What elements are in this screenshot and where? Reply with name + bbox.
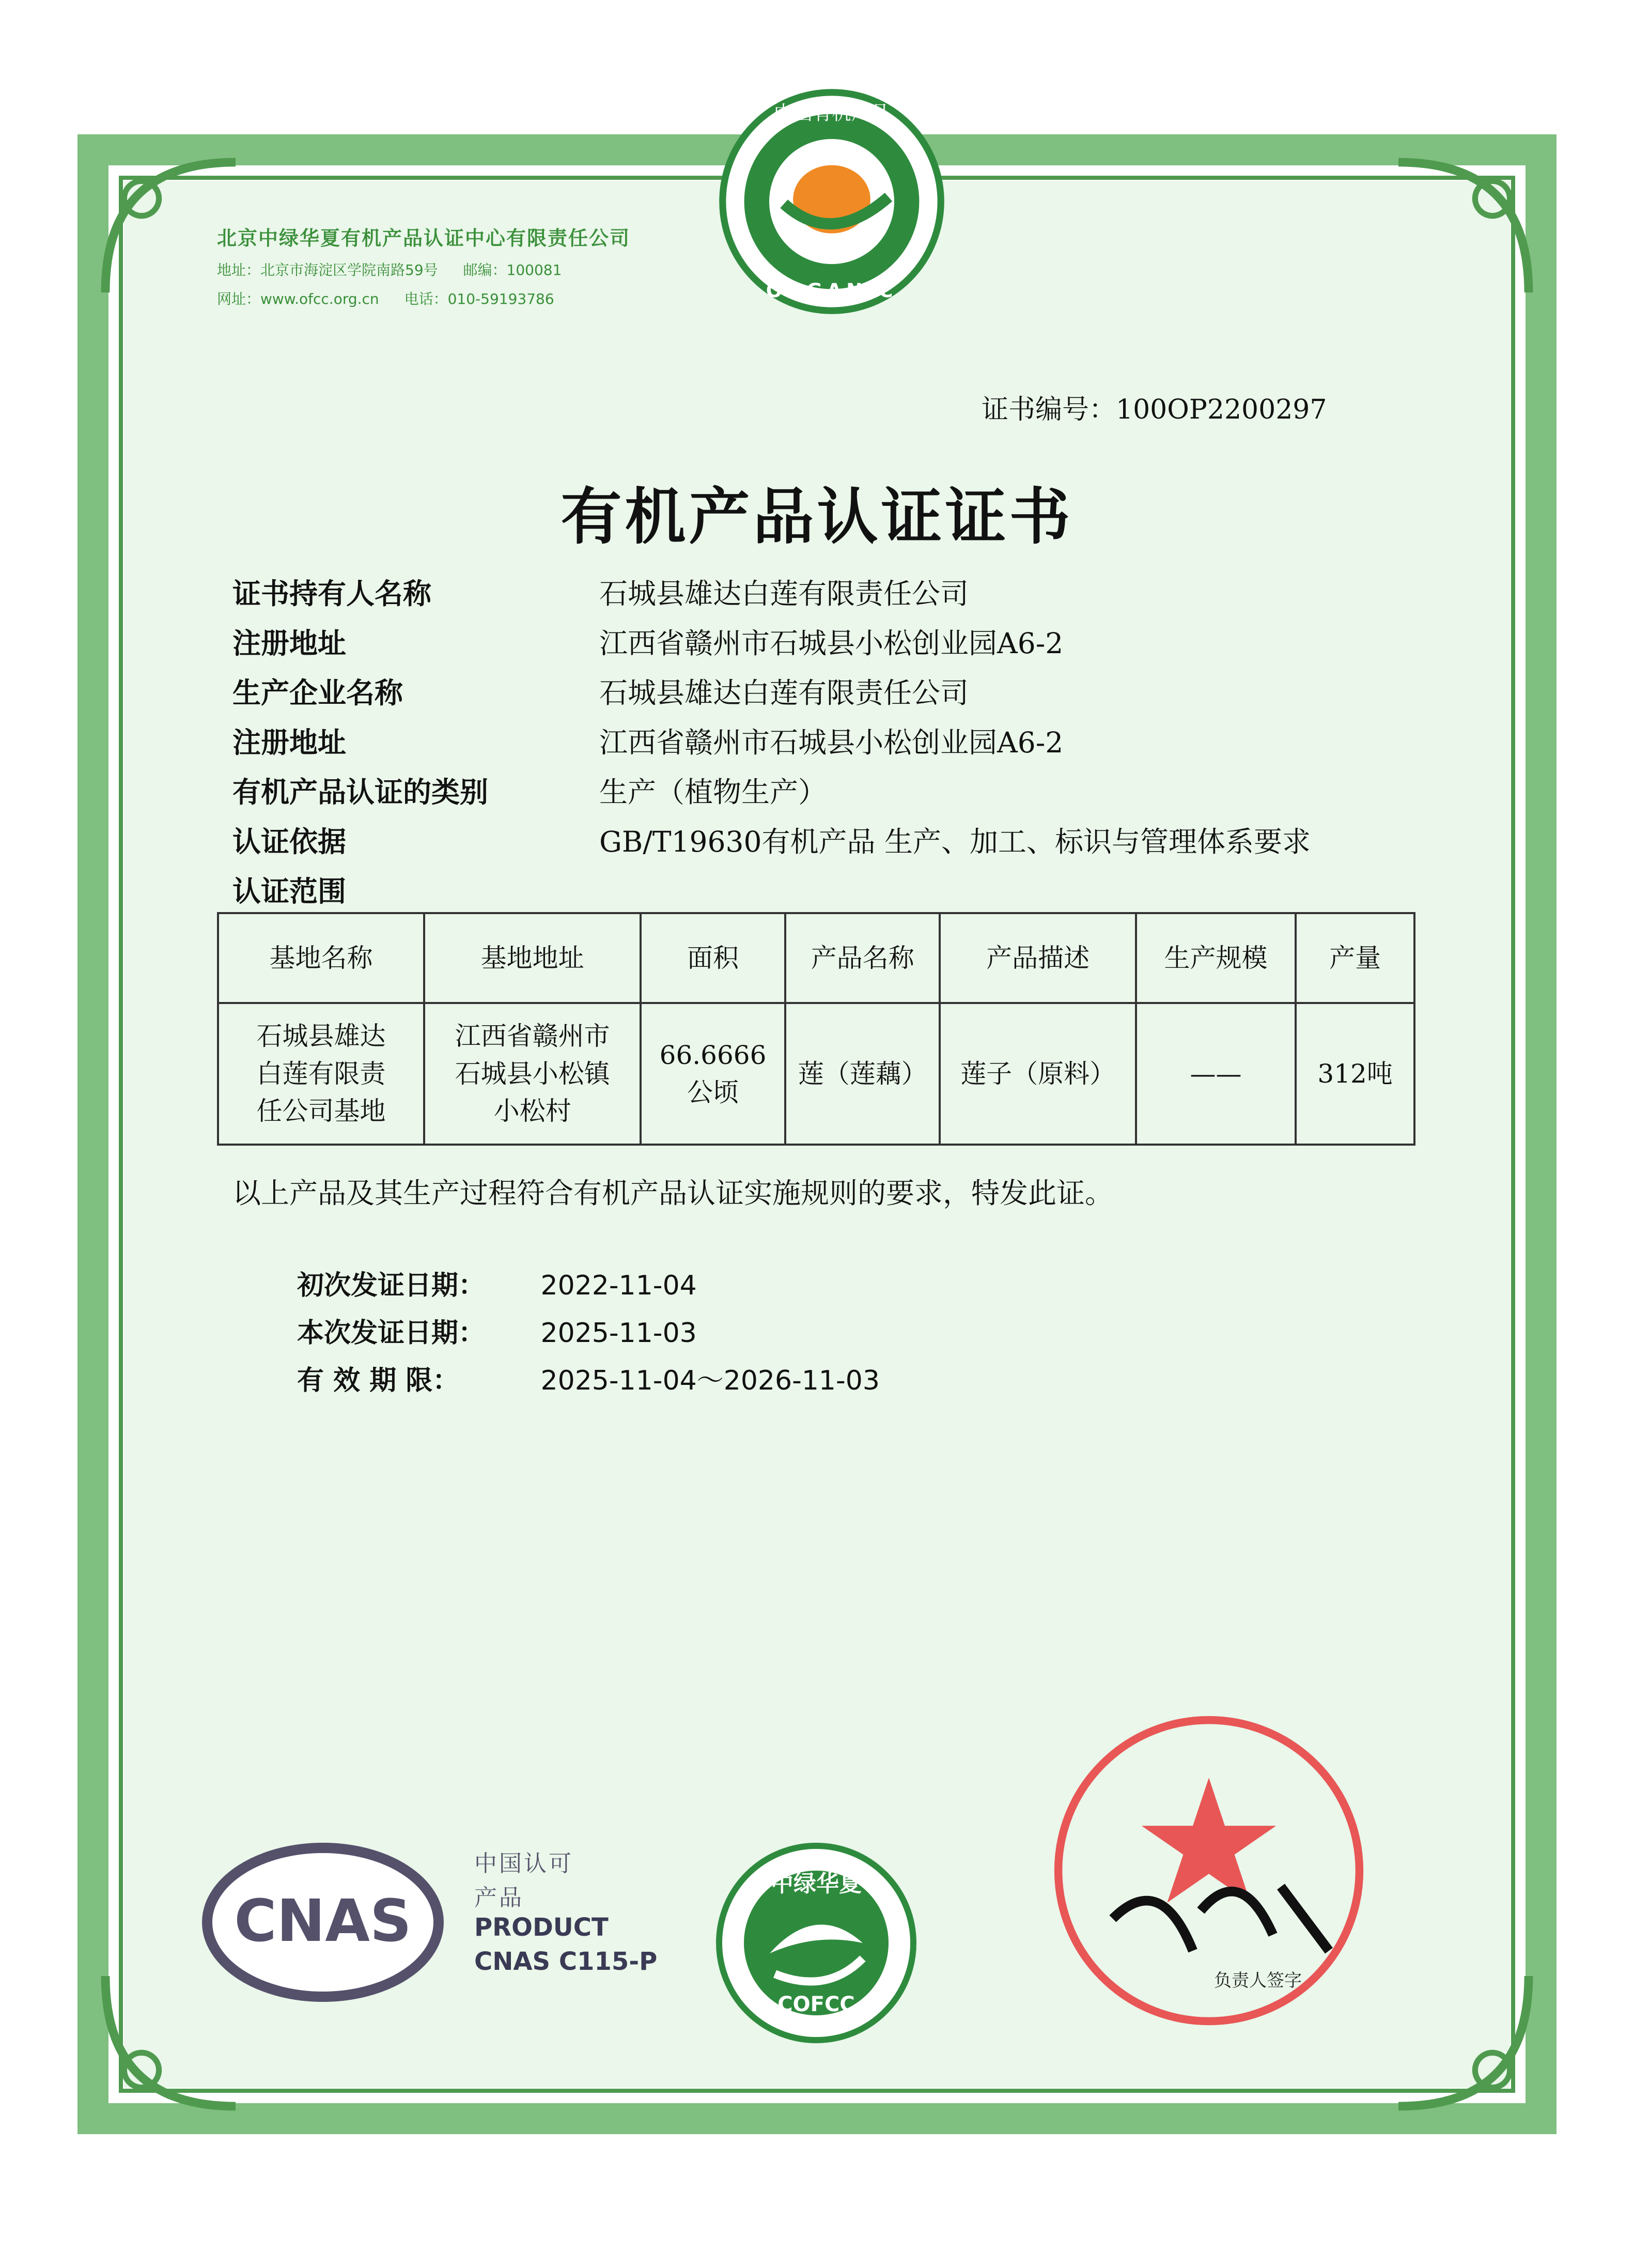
organic-logo-bottom-text: ORGANIC bbox=[766, 279, 898, 302]
corner-ornament-icon bbox=[1391, 155, 1536, 300]
field-label: 注册地址 bbox=[232, 627, 347, 660]
certificate-number: 证书编号：100OP2200297 bbox=[982, 394, 1327, 425]
column-header: 基地地址 bbox=[424, 913, 641, 1003]
table-row bbox=[218, 1003, 1414, 1145]
cofcc-logo-bottom-text: COFCC bbox=[777, 1993, 855, 2016]
cnas-line: CNAS C115-P bbox=[474, 1947, 658, 1976]
signature-label: 负责人签字 bbox=[1214, 1970, 1302, 1991]
field-value: 江西省赣州市石城县小松创业园A6-2 bbox=[599, 726, 1064, 759]
issuer-address-line bbox=[217, 259, 630, 280]
column-header: 产量 bbox=[1296, 913, 1414, 1003]
cnas-line: 中国认可 bbox=[474, 1850, 573, 1877]
field-value: 生产（植物生产） bbox=[599, 776, 827, 809]
field-value: 石城县雄达白莲有限责任公司 bbox=[599, 577, 969, 610]
column-header: 基地名称 bbox=[218, 913, 424, 1003]
table-cell: 66.6666 公顷 bbox=[641, 1003, 785, 1145]
date-value: 2025-11-03 bbox=[540, 1318, 697, 1349]
cofcc-logo bbox=[713, 1840, 920, 2046]
table-cell: 石城县雄达 白莲有限责 任公司基地 bbox=[218, 1003, 424, 1145]
cnas-line: 产品 bbox=[474, 1885, 524, 1911]
table-cell: 312吨 bbox=[1296, 1003, 1414, 1145]
table-header-row bbox=[218, 913, 1414, 1003]
field-label: 证书持有人名称 bbox=[232, 577, 432, 610]
field-label: 生产企业名称 bbox=[232, 676, 403, 709]
issuer-address: 地址：北京市海淀区学院南路59号 bbox=[217, 261, 438, 279]
date-value: 2022-11-04 bbox=[540, 1270, 697, 1301]
issuer-website: 网址：www.ofcc.org.cn bbox=[217, 290, 379, 307]
certificate-title: 有机产品认证证书 bbox=[561, 481, 1073, 552]
field-value: 石城县雄达白莲有限责任公司 bbox=[599, 676, 969, 709]
column-header: 产品名称 bbox=[785, 913, 940, 1003]
date-current-issue bbox=[297, 1311, 880, 1359]
table-cell: 江西省赣州市 石城县小松镇 小松村 bbox=[424, 1003, 641, 1145]
field-value: GB/T19630有机产品 生产、加工、标识与管理体系要求 bbox=[599, 825, 1311, 858]
field-label: 有机产品认证的类别 bbox=[232, 776, 489, 809]
table-cell: —— bbox=[1136, 1003, 1296, 1145]
organic-product-logo bbox=[718, 88, 945, 315]
field-label: 认证范围 bbox=[232, 875, 347, 908]
date-validity bbox=[297, 1359, 880, 1406]
cnas-logo bbox=[199, 1840, 447, 2005]
field-label: 注册地址 bbox=[232, 726, 347, 759]
field-label: 认证依据 bbox=[232, 825, 347, 858]
cnas-line: PRODUCT bbox=[474, 1913, 609, 1942]
cofcc-logo-top-text: 中绿华夏 bbox=[771, 1871, 862, 1897]
date-label: 本次发证日期： bbox=[297, 1318, 486, 1349]
scope-table bbox=[217, 912, 1415, 1146]
column-header: 面积 bbox=[641, 913, 785, 1003]
issuer-name: 北京中绿华夏有机产品认证中心有限责任公司 bbox=[217, 227, 631, 250]
table-cell: 莲（莲藕） bbox=[785, 1003, 940, 1145]
issue-dates bbox=[297, 1263, 880, 1406]
issuer-postcode: 邮编：100081 bbox=[463, 261, 562, 279]
compliance-statement: 以上产品及其生产过程符合有机产品认证实施规则的要求，特发此证。 bbox=[232, 1177, 1114, 1210]
organic-logo-ring-text: 中国有机产品 bbox=[773, 101, 890, 125]
column-header: 生产规模 bbox=[1136, 913, 1296, 1003]
cnas-accreditation-text bbox=[474, 1845, 657, 1981]
issuer-header bbox=[217, 222, 630, 308]
date-first-issue bbox=[297, 1263, 880, 1311]
official-seal bbox=[1049, 1710, 1369, 2031]
table-cell: 莲子（原料） bbox=[940, 1003, 1135, 1145]
issuer-phone: 电话：010-59193786 bbox=[404, 290, 554, 307]
date-label: 初次发证日期： bbox=[297, 1270, 486, 1301]
date-label: 有 效 期 限： bbox=[297, 1365, 460, 1396]
field-value: 江西省赣州市石城县小松创业园A6-2 bbox=[599, 627, 1064, 660]
cnas-logo-text: CNAS bbox=[234, 1888, 412, 1955]
corner-ornament-icon bbox=[1391, 1969, 1536, 2113]
signature-icon bbox=[1113, 1887, 1329, 1951]
date-value: 2025-11-04～2026-11-03 bbox=[540, 1365, 880, 1396]
issuer-contact-line bbox=[217, 288, 630, 308]
column-header: 产品描述 bbox=[940, 913, 1135, 1003]
